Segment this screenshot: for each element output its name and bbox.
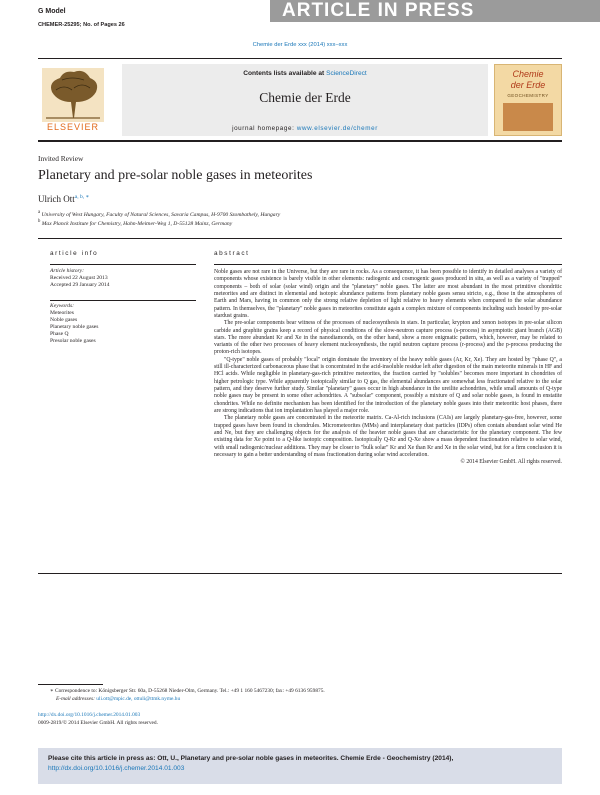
doi-line — [38, 712, 140, 719]
issn-line: 0009-2819/© 2014 Elsevier GmbH. All rights reserved. — [38, 720, 158, 726]
cover-title-1: Chemie — [512, 69, 544, 79]
press-header — [0, 0, 600, 34]
keyword-item: Phase Q — [50, 331, 69, 337]
cite-box-doi-link[interactable]: http://dx.doi.org/10.1016/j.chemer.2014.01.003 — [48, 765, 185, 772]
author-marks[interactable]: a, b, ∗ — [74, 194, 90, 200]
abstract-end-rule — [38, 573, 562, 574]
abstract-paragraph: The planetary noble gases are concentrated in the meteorite matrix. Ca-Al-rich inclusions (CAIs) are largely planetary-gas-free, however, some trapped gases have been found in chondrules. Micrometeorites (MMs) and interplanetary dust particles (IDPs) often contain abundant solar wind He and Ne, but they are challenging objects for the analysis of the heavier noble gases that are characteristic for the planetary component. The few existing data for Xe point to a Q-like isotopic composition. Isotopically Q-Kr and Q-Xe show a mass dependent fractionation relative to solar wind, with small radiogenic/nuclear additions. They may be closer to "bulk solar" Kr and Xe than Kr and Xe in the solar wind, but for a firm conclusion it is necessary to gain a better understanding of mass fractionation during solar wind acceleration. — [214, 415, 562, 458]
homepage-prefix: journal homepage: — [232, 125, 295, 132]
keyword-item: Noble gases — [50, 317, 78, 323]
keywords-rule — [50, 300, 196, 301]
manuscript-id: CHEMER-25295; — [38, 22, 82, 28]
journal-title: Chemie der Erde — [259, 90, 351, 105]
doi-link[interactable]: http://dx.doi.org/10.1016/j.chemer.2014.01.003 — [38, 712, 141, 718]
correspondence-note: ∗ Correspondence to: Königsberger Str. 60a, D-55268 Nieder-Olm, Germany. Tel.: +49 1 160 5467230; fax: +49 6136 959875. — [50, 688, 325, 694]
page-count: No. of Pages 26 — [83, 22, 125, 28]
cite-box-prefix: Please cite this article in press as: Ott, U., Planetary and pre-solar noble gases in meteorites. Chemie Erde - Geochemistry (2014), — [48, 755, 454, 762]
article-in-press-banner: ARTICLE IN PRESS — [270, 0, 600, 22]
cover-image — [503, 103, 553, 131]
affiliation-mark: a — [38, 210, 41, 215]
author-line — [38, 194, 89, 204]
email-line — [56, 696, 180, 703]
author-name: Ulrich Ott — [38, 194, 75, 204]
keyword-item: Meteorites — [50, 310, 74, 316]
email-label: E-mail addresses: — [56, 696, 95, 702]
email-links[interactable]: uli.ott@mpic.de, ottuli@ttmk.nyme.hu — [96, 696, 181, 702]
abstract-body — [214, 269, 562, 466]
affiliation-text: University of West Hungary, Faculty of Natural Sciences, Savaria Campus, H-9700 Szombathely, Hungary — [41, 211, 281, 218]
abstract-heading: abstract — [214, 250, 250, 257]
abstract-rule — [214, 264, 562, 265]
accepted-date: Accepted 29 January 2014 — [50, 282, 110, 288]
keyword-item: Planetary noble gases — [50, 324, 99, 330]
elsevier-wordmark: ELSEVIER — [46, 122, 100, 132]
abstract-paragraph: Noble gases are not rare in the Universe, but they are rare in rocks. As a consequence, it has been possible to identify in detailed analyses a variety of components whose existence is barely visible in other elements: radiogenic and cosmogenic gases produced in situ, as well as a variety of "trapped" components – both of solar (solar wind) origin and the "planetary" noble gases. The latter are most abundant in the most primitive chondritic meteorites and are distinct in elemental and isotopic abundance patterns from planetary noble gases sensu stricto, e.g., those in the atmospheres of Earth and Mars, having in common only the strong relative depletion of light relative to heavy elements when compared to the solar abundance pattern. In themselves, the "planetary" noble gases in meteorites constitute again a complex mixture of components including such hosted by pre-solar stardust grains. — [214, 269, 562, 319]
cover-subtitle: GEOCHEMISTRY — [507, 93, 549, 98]
header-rule-top — [38, 58, 562, 59]
frontmatter-rule — [38, 238, 562, 239]
affiliation-text: Max Planck Institute for Chemistry, Hahn-Meitner-Weg 1, D-55128 Mainz, Germany — [41, 220, 233, 227]
affiliation-mark: b — [38, 219, 41, 224]
abstract-paragraph: "Q-type" noble gases of probably "local" origin dominate the inventory of the heavy noble gases (Ar, Kr, Xe). They are hosted by "phase Q", a still ill-characterized carbonaceous phase that is concentrated in the acid-insoluble residue left after digestion of the main meteorite minerals in HF and HCl acids. While negligible in planetary-gas-rich primitive meteorites, the fraction carried by "solubles" becomes more important in chondrites of higher petrologic type. While apparently isotopically similar to Q gas, the elemental abundances are somewhat less fractionated relative to the solar pattern, and they deserve further study. Similar "planetary" gases occur in high abundance in the ureilite achondrites, while small amounts of Q-type noble gases may be present in some other achondrites. A "subsolar" component, possibly a mixture of Q and solar noble gases, is found in enstatite chondrites. While no definite mechanism has been identified for the introduction of the planetary noble gases into their meteoritic host phases, there are strong indications that ion implantation has played a major role. — [214, 356, 562, 414]
header-rule-bottom — [38, 140, 562, 142]
journal-citation-line: Chemie der Erde xxx (2014) xxx–xxx — [252, 42, 348, 48]
contents-line — [122, 70, 488, 77]
affiliation-b — [38, 219, 232, 227]
journal-cover — [494, 64, 562, 136]
article-type: Invited Review — [38, 154, 84, 163]
affiliation-a — [38, 210, 280, 218]
contents-prefix: Contents lists available at — [243, 70, 325, 77]
copyright-line: © 2014 Elsevier GmbH. All rights reserved. — [460, 459, 562, 466]
article-title: Planetary and pre-solar noble gases in meteorites — [38, 168, 313, 183]
abstract-paragraph: The pre-solar components bear witness of the processes of nucleosynthesis in stars. In particular, krypton and xenon isotopes in pre-solar silicon carbide and graphite grains keep a record of physical conditions of the slow-neutron capture process (s-process) in asymptotic giant branch (AGB) stars. The more abundant Kr and Xe in the nanodiamonds, on the other hand, show a more enigmatic pattern, which, however, may be related to variants of the other two processes of heavy element nucleosynthesis, the rapid neutron capture process (r-process) and the p-process producing the proton-rich isotopes. — [214, 320, 562, 356]
sciencedirect-link[interactable]: ScienceDirect — [326, 70, 367, 77]
history-label: Article history: — [50, 268, 85, 274]
article-info-heading: article info — [50, 250, 99, 257]
journal-homepage — [122, 125, 488, 132]
elsevier-logo — [38, 64, 108, 136]
homepage-link[interactable]: www.elsevier.de/chemer — [296, 125, 378, 132]
article-info-rule — [50, 264, 196, 265]
keyword-item: Presolar noble gases — [50, 338, 96, 344]
footnote-rule — [38, 684, 103, 685]
cite-box — [38, 748, 562, 784]
cover-title-2: der Erde — [510, 80, 546, 90]
keywords-label: Keywords: — [50, 303, 75, 309]
received-date: Received 22 August 2013 — [50, 275, 108, 281]
g-model-label: G Model — [38, 8, 66, 15]
manuscript-info — [38, 22, 125, 28]
